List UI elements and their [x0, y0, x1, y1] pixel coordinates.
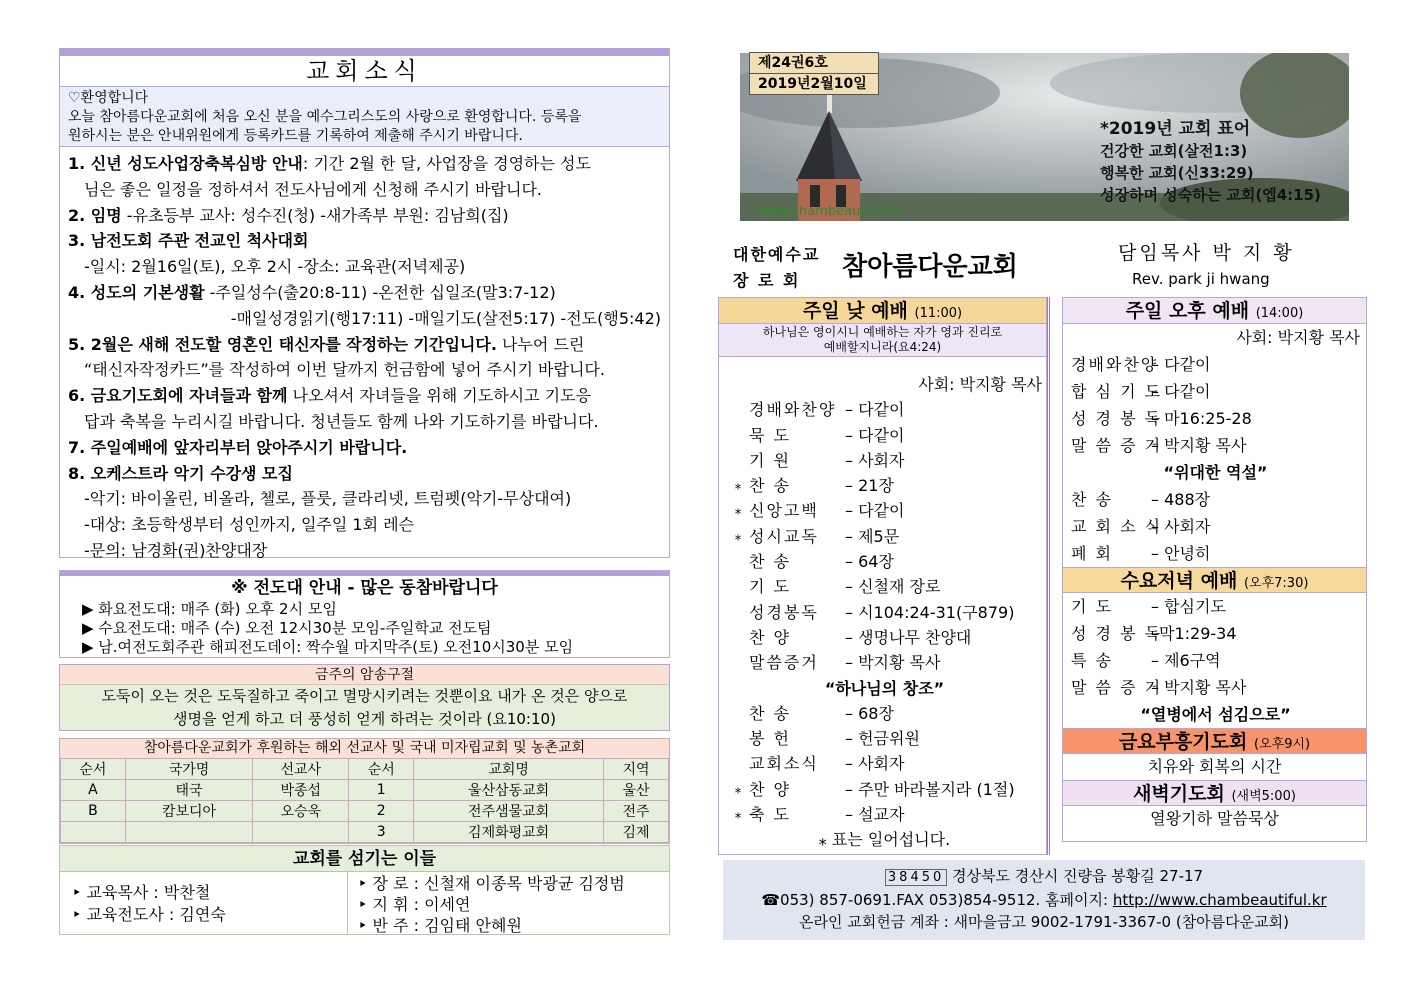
- order-item-name: 교회소식: [749, 754, 819, 774]
- welcome-block: [60, 87, 669, 147]
- news-item-1: 1. 신년 성도사업장축복심방 안내: 기간 2월 한 달, 사업장을 경영하는 성도: [68, 154, 591, 173]
- verse-line-1: 도둑이 오는 것은 도둑질하고 죽이고 멸망시키려는 것뿐이요 내가 온 것은 양으로: [101, 687, 628, 705]
- order-item: [727, 751, 1042, 776]
- table-row: [61, 822, 669, 843]
- news-item-5-cont: “태신자작정카드”를 작성하여 이번 달까지 헌금함에 넣어 주시기 바랍니다.: [84, 360, 605, 380]
- standing-mark: [727, 397, 749, 422]
- table-cell: 박종섭: [253, 780, 349, 801]
- table-cell: 김제화평교회: [414, 822, 604, 843]
- table-cell: A: [61, 780, 126, 801]
- table-row: [61, 780, 669, 801]
- order-item-value: – 68장: [845, 703, 894, 723]
- order-item: [727, 726, 1042, 751]
- table-cell: 태국: [125, 780, 252, 801]
- col-header: 지역: [604, 759, 669, 780]
- servant-conductor: ‣ 지 휘 : 이세연: [358, 895, 471, 914]
- senior-pastor: 담임목사 박 지 황: [1118, 242, 1295, 264]
- order-item-name: 찬 송: [749, 476, 791, 496]
- order-item-name: 성시교독: [749, 526, 819, 546]
- table-cell: [253, 822, 349, 843]
- sunday-am-header: 주일 낮 예배 (11:00): [719, 298, 1046, 324]
- support-table-box: [59, 738, 670, 844]
- sunday-pm-leader: 사회: 박지황 목사: [1236, 328, 1360, 347]
- order-item-name: 기 도: [1071, 597, 1113, 616]
- order-item-name: 성 경 봉 독: [1071, 409, 1163, 428]
- order-item-value: – 안녕히: [1151, 544, 1211, 563]
- order-item: [727, 397, 1042, 422]
- welcome-heading: ♡환영합니다: [68, 90, 149, 106]
- support-table: [60, 758, 669, 843]
- order-item-value: – 제5문: [845, 526, 900, 546]
- news-item-8: 8. 오케스트라 악기 수강생 모집: [68, 463, 293, 483]
- order-item-value: –막1:29-34: [1151, 624, 1237, 643]
- homepage-link[interactable]: http://www.chambeautiful.kr: [1112, 891, 1327, 909]
- order-item-value: – 제6구역: [1151, 651, 1221, 670]
- order-item-name: 축 도: [749, 805, 791, 825]
- sunday-morning-service: [718, 297, 1047, 855]
- website-watermark: www.chambeautiful.kr: [757, 204, 903, 219]
- order-item-name: 찬 송: [749, 552, 791, 572]
- evangelism-box: [59, 570, 670, 658]
- order-item: [727, 524, 1042, 549]
- order-item-value: – 다같이: [1151, 355, 1211, 374]
- servants-title: 교회를 섬기는 이들: [60, 846, 669, 872]
- friday-header: 금요부흥기도회 (오후9시): [1063, 728, 1366, 754]
- col-header: 교회명: [414, 759, 604, 780]
- sunday-am-order: [719, 357, 1046, 853]
- sunday-am-sermon: “하나님의 창조”: [824, 678, 945, 698]
- column-divider: [1047, 297, 1050, 855]
- sunday-pm-sermon: “위대한 역설”: [1163, 463, 1268, 482]
- servants-box: [59, 845, 670, 935]
- order-item-value: – 다같이: [845, 501, 905, 521]
- mission-title: ※ 전도대 안내 - 많은 동참바랍니다: [231, 578, 498, 598]
- motto-line-1: 건강한 교회(살전1:3): [1100, 142, 1248, 160]
- verse-line-2: 생명을 얻게 하고 더 풍성히 얻게 하려는 것이라 (요10:10): [173, 710, 556, 728]
- contact-line: ☎053) 857-0691.FAX 053)854-9512. 홈페이지: http://www.chambeautiful.kr: [761, 891, 1327, 909]
- standing-mark: ⁎: [734, 503, 742, 519]
- table-cell: [61, 822, 126, 843]
- order-item-value: – 생명나무 찬양대: [845, 627, 972, 647]
- order-item: [727, 802, 1042, 827]
- denomination: [733, 242, 820, 294]
- order-item-value: – 다같이: [845, 400, 905, 420]
- table-cell: [125, 822, 252, 843]
- order-item: [1071, 351, 1360, 378]
- order-item-value: – 사회자: [845, 450, 905, 470]
- news-item-4: 4. 성도의 기본생활 -주일성수(출20:8-11) -온전한 십일조(말3:7-12): [68, 282, 556, 302]
- news-item-3: 3. 남전도회 주관 전교인 척사대회: [68, 231, 309, 251]
- sunday-pm-header: 주일 오후 예배 (14:00): [1063, 298, 1366, 324]
- col-header: 선교사: [253, 759, 349, 780]
- sunday-pm-order: [1063, 324, 1366, 567]
- order-item-name: 경배와찬양: [749, 400, 837, 420]
- standing-mark: [727, 574, 749, 599]
- wednesday-header: 수요저녁 예배 (오후7:30): [1063, 567, 1366, 593]
- order-item-value: – 신철재 장로: [845, 577, 941, 597]
- table-row: [61, 801, 669, 822]
- order-item-value: – 488장: [1151, 490, 1211, 509]
- order-item-value: – 박지황 목사: [1151, 678, 1247, 697]
- church-address-footer: [723, 860, 1365, 940]
- mission-line-2: ▶ 수요전도대: 매주 (수) 오전 12시30분 모임-주일학교 전도팀: [82, 619, 492, 637]
- news-item-8-contact: -문의: 남경화(권)찬양대장: [84, 540, 268, 560]
- standing-note: ⁎ 표는 일어섭니다.: [818, 830, 951, 850]
- order-item-value: – 다같이: [1151, 382, 1211, 401]
- order-item-value: – 64장: [845, 552, 894, 572]
- order-item-value: – 마16:25-28: [1151, 409, 1252, 428]
- news-items: [60, 147, 669, 568]
- table-cell: 3: [349, 822, 414, 843]
- order-item-value: – 합심기도: [1151, 597, 1226, 616]
- standing-mark: [727, 625, 749, 650]
- order-item: [727, 448, 1042, 473]
- dawn-desc: 열왕기하 말씀묵상: [1150, 809, 1279, 828]
- support-title: 참아름다운교회가 후원하는 해외 선교사 및 국내 미자립교회 및 농촌교회: [60, 739, 669, 758]
- table-cell: 울산삼동교회: [414, 780, 604, 801]
- order-item: [1071, 378, 1360, 405]
- issue-volume: 제24권6호: [758, 55, 828, 71]
- mission-line-3: ▶ 남.여전도회주관 해피전도데이: 짝수월 마지막주(토) 오전10시30분 모임: [82, 638, 574, 656]
- order-item-name: 기 도: [749, 577, 791, 597]
- order-item-value: – 사회자: [1151, 517, 1211, 536]
- news-title: 교회소식: [60, 56, 669, 87]
- order-item-name: 찬 양: [749, 779, 791, 799]
- sunday-am-leader: 사회: 박지황 목사: [918, 375, 1042, 394]
- standing-mark: ⁎: [734, 781, 742, 797]
- news-item-8-instruments: -악기: 바이올린, 비올라, 첼로, 플룻, 클라리넷, 트럼펫(악기-무상대여): [84, 489, 572, 509]
- order-item: [727, 423, 1042, 448]
- news-item-4-cont: -매일성경읽기(행17:11) -매일기도(살전5:17) -전도(행5:42): [230, 308, 661, 328]
- order-item-name: 찬 송: [749, 703, 791, 723]
- news-item-6-cont: 답과 축복을 누리시길 바랍니다. 청년들도 함께 나와 기도하기를 바랍니다.: [84, 411, 599, 431]
- senior-pastor-english: Rev. park ji hwang: [1132, 270, 1270, 288]
- order-item: [1071, 432, 1360, 459]
- news-item-7: 7. 주일예배에 앞자리부터 앉아주시기 바랍니다.: [68, 437, 408, 457]
- order-item-name: 성경봉독: [749, 602, 819, 622]
- order-item: [1071, 513, 1360, 540]
- order-item: [727, 498, 1042, 523]
- dawn-header: 새벽기도회 (새벽5:00): [1063, 780, 1366, 806]
- order-item-name: 찬 송: [1071, 490, 1113, 509]
- order-item: [727, 600, 1042, 625]
- church-name: 참아름다운교회: [842, 252, 1018, 282]
- motto-line-2: 행복한 교회(신33:29): [1100, 164, 1254, 182]
- servant-elders: ‣ 장 로 : 신철재 이종목 박광균 김정범: [358, 874, 625, 893]
- table-cell: 전주: [604, 801, 669, 822]
- wednesday-sermon: “열병에서 섬김으로”: [1140, 705, 1291, 724]
- order-item-value: – 21장: [845, 476, 894, 496]
- col-header: 순서: [61, 759, 126, 780]
- mission-line-1: ▶ 화요전도대: 매주 (화) 오후 2시 모임: [82, 600, 337, 618]
- table-header-row: [61, 759, 669, 780]
- table-cell: 2: [349, 801, 414, 822]
- memory-verse-box: [59, 664, 670, 731]
- motto-line-3: 성장하며 성숙하는 교회(엡4:15): [1100, 186, 1321, 204]
- news-item-8-target: -대상: 초등학생부터 성인까지, 일주일 1회 레슨: [84, 515, 415, 535]
- order-item-value: – 시104:24-31(구879): [845, 602, 1015, 622]
- col-header: 순서: [349, 759, 414, 780]
- table-cell: 캄보디아: [125, 801, 252, 822]
- welcome-text-1: 오늘 참아름다운교회에 처음 오신 분을 예수그리스도의 사랑으로 환영합니다. 등록을: [68, 109, 582, 125]
- standing-mark: ⁎: [734, 807, 742, 823]
- order-item: [727, 549, 1042, 574]
- order-item-value: – 사회자: [845, 754, 905, 774]
- order-item: [1071, 620, 1360, 647]
- order-item-value: – 박지황 목사: [1151, 436, 1247, 455]
- other-services: [1062, 297, 1367, 842]
- order-item: [1071, 540, 1360, 567]
- standing-mark: [727, 701, 749, 726]
- order-item-name: 봉 헌: [749, 729, 791, 749]
- news-item-5: 5. 2월은 새해 전도할 영혼인 태신자를 작정하는 기간입니다. 나누어 드린: [68, 334, 585, 354]
- order-item-name: 말씀증거: [749, 653, 819, 673]
- order-item-name: 폐 회: [1071, 544, 1113, 563]
- order-item: [1071, 647, 1360, 674]
- standing-mark: [727, 600, 749, 625]
- order-item: [727, 574, 1042, 599]
- order-item-value: – 박지황 목사: [845, 653, 941, 673]
- zip-code: 38450: [885, 869, 947, 886]
- order-item-value: – 주만 바라볼지라 (1절): [845, 779, 1015, 799]
- news-item-6: 6. 금요기도회에 자녀들과 함께 나오셔서 자녀들을 위해 기도하시고 기도응: [68, 386, 592, 406]
- order-item: [727, 625, 1042, 650]
- servant-accompanist: ‣ 반 주 : 김임태 안혜원: [358, 916, 522, 935]
- order-item: [1071, 593, 1360, 620]
- col-header: 국가명: [125, 759, 252, 780]
- table-cell: 1: [349, 780, 414, 801]
- order-item-name: 합 심 기 도: [1071, 382, 1163, 401]
- friday-desc: 치유와 회복의 시간: [1147, 757, 1282, 776]
- standing-mark: [727, 549, 749, 574]
- news-item-3-detail: -일시: 2월16일(토), 오후 2시 -장소: 교육관(저녁제공): [84, 257, 466, 277]
- table-cell: B: [61, 801, 126, 822]
- welcome-text-2: 원하시는 분은 안내위원에게 등록카드를 기록하여 제출해 주시기 바랍니다.: [68, 128, 523, 144]
- order-item-value: – 헌금위원: [845, 729, 920, 749]
- standing-mark: [727, 726, 749, 751]
- issue-info: [749, 52, 879, 95]
- order-item-value: – 설교자: [845, 805, 905, 825]
- order-item: [727, 777, 1042, 802]
- table-cell: 오승욱: [253, 801, 349, 822]
- order-item: [727, 701, 1042, 726]
- servants-row: [60, 872, 669, 934]
- order-item-name: 경배와찬양: [1071, 355, 1159, 374]
- table-cell: 김제: [604, 822, 669, 843]
- order-item: [727, 473, 1042, 498]
- news-item-1-cont: 님은 좋은 일정을 정하셔서 전도사님에게 신청해 주시기 바랍니다.: [84, 179, 543, 199]
- offering-account: 온라인 교회헌금 계좌 : 새마을금고 9002-1791-3367-0 (참아름다운교회): [799, 913, 1289, 931]
- denomination-line-1: 대한예수교: [733, 245, 821, 264]
- call-to-worship: 하나님은 영이시니 예배하는 자가 영과 진리로 예배할지니라(요4:24): [719, 324, 1046, 357]
- denomination-line-2: 장 로 회: [733, 271, 801, 290]
- verse-title: 금주의 암송구절: [60, 665, 669, 685]
- verse-body: [60, 685, 669, 730]
- standing-mark: [727, 423, 749, 448]
- standing-mark: [727, 650, 749, 675]
- order-item-name: 교 회 소 식: [1071, 517, 1163, 536]
- standing-mark: ⁎: [734, 478, 742, 494]
- order-item: [1071, 405, 1360, 432]
- news-item-2: 2. 임명 -유초등부 교사: 성수진(청) -새가족부 부원: 김남희(집): [68, 205, 509, 225]
- servants-right: [348, 872, 669, 934]
- standing-mark: [727, 751, 749, 776]
- standing-mark: [727, 448, 749, 473]
- order-item-name: 특 송: [1071, 651, 1113, 670]
- table-cell: 전주샘물교회: [414, 801, 604, 822]
- order-item-name: 기 원: [749, 450, 791, 470]
- order-item-name: 찬 양: [749, 627, 791, 647]
- issue-date: 2019년2월10일: [750, 73, 878, 94]
- order-item: [1071, 486, 1360, 513]
- motto-title: *2019년 교회 표어: [1100, 119, 1251, 139]
- order-item-name: 신앙고백: [749, 501, 819, 521]
- order-item: [1071, 674, 1360, 701]
- servant-edu-pastor: ‣ 교육목사 : 박찬철: [72, 883, 211, 902]
- order-item-value: – 다같이: [845, 425, 905, 445]
- servants-left: [60, 872, 348, 934]
- standing-mark: ⁎: [734, 528, 742, 544]
- order-item-name: 말 씀 증 거: [1071, 436, 1163, 455]
- church-news-box: [59, 48, 670, 558]
- wednesday-order: [1063, 593, 1366, 728]
- servant-edu-evangelist: ‣ 교육전도사 : 김연숙: [72, 905, 226, 924]
- order-item: [727, 650, 1042, 675]
- address: 경상북도 경산시 진량읍 봉황길 27-17: [947, 867, 1204, 885]
- church-motto: [1100, 118, 1321, 206]
- table-cell: 울산: [604, 780, 669, 801]
- order-item-name: 묵 도: [749, 425, 791, 445]
- address-line: [723, 865, 1365, 889]
- order-item-name: 말 씀 증 거: [1071, 678, 1163, 697]
- news-top-bar: [60, 49, 669, 56]
- order-item-name: 성 경 봉 독: [1071, 624, 1163, 643]
